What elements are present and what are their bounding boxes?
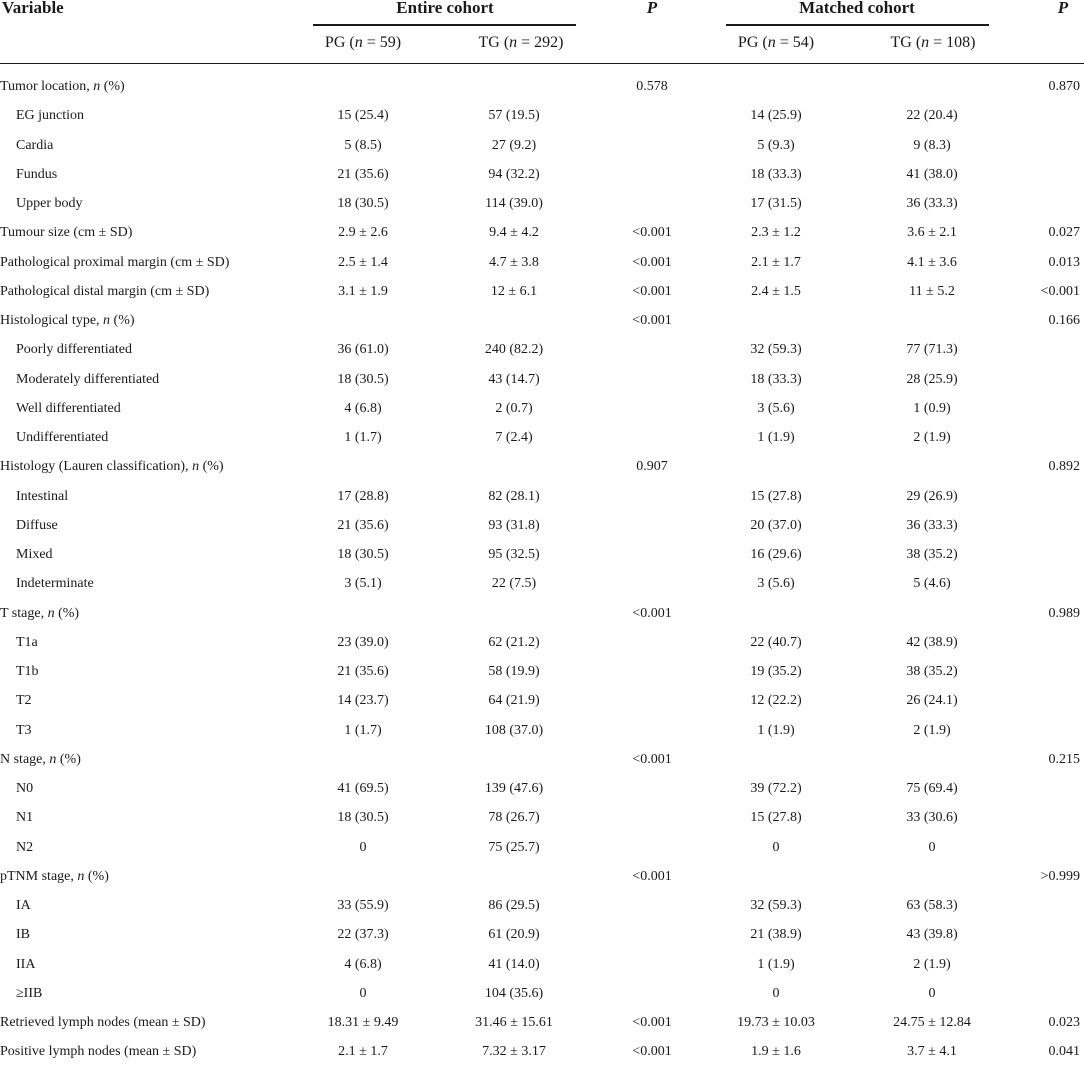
cell-p-matched: >0.999: [1040, 868, 1080, 884]
cell-pg-entire: 4 (6.8): [344, 400, 382, 416]
table-row: [0, 746, 1084, 775]
cell-p-matched: 0.892: [1048, 459, 1080, 475]
table-row: [0, 775, 1084, 804]
cell-pg-matched: 18 (33.3): [750, 166, 802, 182]
table-row: [0, 132, 1084, 161]
cell-tg-matched: 5 (4.6): [913, 576, 951, 592]
cell-pg-matched: 5 (9.3): [757, 137, 795, 153]
header-variable: Variable: [2, 0, 64, 17]
cell-pg-matched: 20 (37.0): [750, 517, 802, 533]
table-row: [0, 600, 1084, 629]
cell-tg-matched: 77 (71.3): [906, 342, 958, 358]
cell-p-entire: <0.001: [632, 1044, 672, 1060]
cell-pg-entire: 21 (35.6): [337, 517, 389, 533]
table-row: [0, 219, 1084, 248]
cell-pg-matched: 2.4 ± 1.5: [751, 283, 801, 299]
cell-pg-entire: 14 (23.7): [337, 693, 389, 709]
cell-pg-matched: 21 (38.9): [750, 927, 802, 943]
row-label: Poorly differentiated: [16, 342, 132, 358]
cell-pg-entire: 4 (6.8): [344, 956, 382, 972]
row-label: N2: [16, 839, 34, 855]
cell-tg-entire: 27 (9.2): [491, 137, 537, 153]
row-label: T1a: [16, 634, 38, 650]
table-row: [0, 307, 1084, 336]
cell-tg-matched: 3.6 ± 2.1: [907, 225, 957, 241]
cell-pg-matched: 2.3 ± 1.2: [751, 225, 801, 241]
row-label: Histology (Lauren classification), n (%): [0, 459, 224, 475]
row-label: Diffuse: [16, 517, 58, 533]
cell-pg-matched: 17 (31.5): [750, 196, 802, 211]
cell-tg-matched: 11 ± 5.2: [909, 283, 955, 299]
cell-p-entire: <0.001: [632, 1015, 672, 1030]
row-label: Cardia: [16, 137, 54, 153]
cell-tg-matched: 36 (33.3): [906, 517, 958, 533]
row-label: Undifferentiated: [16, 430, 109, 445]
row-label: Upper body: [16, 196, 83, 211]
table-row: [0, 453, 1084, 482]
table-row: [0, 804, 1084, 833]
cell-tg-matched: 38 (35.2): [906, 664, 958, 679]
table-row: [0, 717, 1084, 746]
cell-pg-matched: 15 (27.8): [750, 488, 802, 504]
table-row: [0, 366, 1084, 395]
cell-tg-entire: 4.7 ± 3.8: [489, 254, 539, 270]
row-label: IA: [16, 898, 31, 913]
table-row: [0, 629, 1084, 658]
cell-tg-entire: 9.4 ± 4.2: [489, 225, 539, 241]
cell-pg-entire: 18 (30.5): [337, 371, 389, 387]
cell-tg-entire: 57 (19.5): [488, 108, 540, 124]
cell-tg-matched: 43 (39.8): [906, 927, 958, 943]
table-row: [0, 249, 1084, 278]
cell-pg-matched: 19.73 ± 10.03: [737, 1015, 815, 1030]
cell-tg-matched: 2 (1.9): [913, 722, 951, 738]
row-label: EG junction: [16, 108, 85, 124]
cell-tg-matched: 33 (30.6): [906, 810, 958, 826]
cell-pg-matched: 16 (29.6): [750, 547, 802, 562]
row-label: T2: [16, 693, 32, 709]
table-row: [0, 541, 1084, 570]
table-row: [0, 980, 1084, 1009]
cell-p-matched: 0.989: [1048, 605, 1080, 621]
cell-pg-matched: 32 (59.3): [750, 898, 802, 913]
cell-tg-matched: 36 (33.3): [906, 196, 958, 211]
cell-tg-entire: 43 (14.7): [488, 371, 540, 387]
cell-pg-entire: 22 (37.3): [337, 927, 389, 943]
cell-tg-entire: 104 (35.6): [484, 985, 544, 1001]
cell-tg-entire: 31.46 ± 15.61: [475, 1015, 553, 1030]
row-label: N stage, n (%): [0, 751, 81, 767]
table-row: [0, 687, 1084, 716]
cell-tg-entire: 82 (28.1): [488, 488, 540, 504]
cell-tg-entire: 12 ± 6.1: [490, 283, 538, 299]
cell-p-matched: 0.870: [1048, 79, 1080, 94]
header-tg-entire: TG (n = 292): [478, 34, 564, 51]
table-row: [0, 921, 1084, 950]
cell-pg-entire: 0: [359, 985, 367, 1001]
table-row: [0, 190, 1084, 219]
cell-tg-matched: 42 (38.9): [906, 634, 958, 650]
table-row: [0, 658, 1084, 687]
cell-pg-entire: 5 (8.5): [344, 137, 382, 153]
cell-tg-matched: 29 (26.9): [906, 488, 958, 504]
cell-tg-matched: 0: [928, 985, 936, 1001]
cell-pg-entire: 41 (69.5): [337, 781, 389, 796]
cell-pg-entire: 3 (5.1): [344, 576, 382, 592]
cell-tg-matched: 28 (25.9): [906, 371, 958, 387]
table-row: [0, 1009, 1084, 1038]
cell-pg-entire: 0: [359, 839, 367, 855]
cell-p-entire: <0.001: [632, 751, 672, 767]
table-row: [0, 102, 1084, 131]
cell-p-entire: 0.907: [636, 459, 668, 475]
cell-pg-entire: 18.31 ± 9.49: [327, 1015, 399, 1030]
cell-tg-entire: 139 (47.6): [484, 781, 544, 796]
matched-cohort-underline: [726, 24, 989, 26]
cell-pg-matched: 39 (72.2): [750, 781, 802, 796]
table-row: [0, 278, 1084, 307]
header-matched-cohort: Matched cohort: [799, 0, 915, 17]
table-row: [0, 395, 1084, 424]
cell-pg-matched: 0: [772, 839, 780, 855]
cell-pg-matched: 3 (5.6): [757, 400, 795, 416]
table-row: [0, 951, 1084, 980]
header-tg-matched: TG (n = 108): [890, 34, 976, 51]
cell-tg-matched: 1 (0.9): [913, 400, 951, 416]
row-label: IB: [16, 927, 30, 943]
cell-pg-matched: 18 (33.3): [750, 371, 802, 387]
header-pg-entire: PG (n = 59): [324, 34, 402, 51]
cell-p-entire: <0.001: [632, 283, 672, 299]
cell-tg-matched: 22 (20.4): [906, 108, 958, 124]
cell-p-matched: <0.001: [1040, 283, 1080, 299]
cell-tg-matched: 24.75 ± 12.84: [893, 1015, 971, 1030]
cell-tg-matched: 3.7 ± 4.1: [907, 1044, 957, 1060]
cell-tg-entire: 7 (2.4): [495, 430, 533, 445]
row-label: Positive lymph nodes (mean ± SD): [0, 1044, 197, 1060]
cell-tg-entire: 2 (0.7): [495, 400, 533, 416]
cell-tg-matched: 38 (35.2): [906, 547, 958, 562]
cell-pg-matched: 19 (35.2): [750, 664, 802, 679]
cell-pg-matched: 1 (1.9): [757, 956, 795, 972]
cell-pg-matched: 12 (22.2): [750, 693, 802, 709]
row-label: T stage, n (%): [0, 605, 80, 621]
row-label: Intestinal: [16, 488, 69, 504]
row-label: T1b: [16, 664, 39, 679]
row-label: T3: [16, 722, 32, 738]
cell-pg-entire: 15 (25.4): [337, 108, 389, 124]
table-row: [0, 424, 1084, 453]
cell-pg-entire: 21 (35.6): [337, 664, 389, 679]
row-label: Tumor location, n (%): [0, 79, 125, 94]
row-label: Well differentiated: [16, 400, 121, 416]
cell-tg-entire: 95 (32.5): [488, 547, 540, 562]
cell-tg-matched: 41 (38.0): [906, 166, 958, 182]
row-label: Indeterminate: [16, 576, 94, 592]
table-row: [0, 834, 1084, 863]
cell-tg-matched: 26 (24.1): [906, 693, 958, 709]
cell-tg-entire: 240 (82.2): [484, 342, 544, 358]
cell-pg-matched: 1.9 ± 1.6: [751, 1044, 801, 1060]
cell-pg-matched: 2.1 ± 1.7: [751, 254, 801, 270]
cell-p-entire: <0.001: [632, 313, 672, 328]
cell-tg-entire: 75 (25.7): [488, 839, 540, 855]
row-label: Moderately differentiated: [16, 371, 160, 387]
cell-pg-matched: 3 (5.6): [757, 576, 795, 592]
cell-tg-matched: 75 (69.4): [906, 781, 958, 796]
cell-tg-entire: 114 (39.0): [485, 196, 543, 211]
cell-pg-entire: 2.9 ± 2.6: [338, 225, 388, 241]
table-header-row-2: [0, 29, 1084, 57]
table-row: [0, 892, 1084, 921]
table-row: [0, 863, 1084, 892]
header-p-entire: P: [646, 0, 658, 17]
table-row: [0, 483, 1084, 512]
cell-p-entire: <0.001: [632, 605, 672, 621]
table-row: [0, 570, 1084, 599]
cell-pg-matched: 22 (40.7): [750, 634, 802, 650]
table-row: [0, 512, 1084, 541]
cell-tg-entire: 62 (21.2): [488, 634, 540, 650]
cell-p-entire: 0.578: [636, 79, 668, 94]
cell-p-entire: <0.001: [632, 868, 672, 884]
cell-pg-entire: 33 (55.9): [337, 898, 389, 913]
table-row: [0, 73, 1084, 102]
row-label: N1: [16, 810, 34, 826]
cell-pg-entire: 2.5 ± 1.4: [338, 254, 388, 270]
cell-pg-entire: 18 (30.5): [337, 196, 389, 211]
row-label: pTNM stage, n (%): [0, 868, 109, 884]
table-row: [0, 1038, 1084, 1067]
cell-tg-entire: 86 (29.5): [488, 898, 540, 913]
cell-tg-entire: 22 (7.5): [491, 576, 537, 592]
cell-pg-entire: 21 (35.6): [337, 166, 389, 182]
cell-pg-entire: 1 (1.7): [344, 722, 382, 738]
cell-tg-entire: 7.32 ± 3.17: [482, 1044, 546, 1060]
cell-tg-entire: 61 (20.9): [488, 927, 540, 943]
cell-tg-entire: 93 (31.8): [488, 517, 540, 533]
cell-tg-matched: 4.1 ± 3.6: [907, 254, 957, 270]
cell-pg-matched: 14 (25.9): [750, 108, 802, 124]
table-row: [0, 336, 1084, 365]
cell-p-matched: 0.013: [1048, 254, 1080, 270]
entire-cohort-underline: [313, 24, 576, 26]
cell-pg-matched: 1 (1.9): [757, 722, 795, 738]
cell-pg-entire: 18 (30.5): [337, 547, 389, 562]
cell-p-matched: 0.027: [1048, 225, 1080, 241]
cell-pg-matched: 1 (1.9): [757, 430, 795, 445]
cell-tg-matched: 0: [928, 839, 936, 855]
cell-tg-matched: 2 (1.9): [913, 430, 951, 445]
cell-tg-entire: 108 (37.0): [484, 722, 544, 738]
header-entire-cohort: Entire cohort: [396, 0, 494, 17]
cell-p-entire: <0.001: [632, 225, 672, 241]
cell-pg-entire: 36 (61.0): [337, 342, 389, 358]
cell-p-matched: 0.166: [1048, 313, 1080, 328]
row-label: Pathological proximal margin (cm ± SD): [0, 254, 230, 270]
row-label: Pathological distal margin (cm ± SD): [0, 283, 210, 299]
cell-p-matched: 0.215: [1048, 751, 1080, 767]
row-label: Retrieved lymph nodes (mean ± SD): [0, 1015, 206, 1030]
row-label: N0: [16, 781, 34, 796]
cell-pg-matched: 32 (59.3): [750, 342, 802, 358]
header-bottom-rule: [0, 63, 1084, 64]
row-label: Fundus: [16, 166, 58, 182]
cell-pg-entire: 17 (28.8): [337, 488, 389, 504]
row-label: IIA: [16, 956, 36, 972]
row-label: Histological type, n (%): [0, 313, 135, 328]
header-pg-matched: PG (n = 54): [737, 34, 815, 51]
cell-tg-entire: 78 (26.7): [488, 810, 540, 826]
row-label: Mixed: [16, 547, 53, 562]
cell-tg-entire: 58 (19.9): [488, 664, 540, 679]
cell-pg-entire: 1 (1.7): [344, 430, 382, 445]
cell-p-matched: 0.023: [1048, 1015, 1080, 1030]
cell-p-matched: 0.041: [1048, 1044, 1080, 1060]
cell-pg-entire: 18 (30.5): [337, 810, 389, 826]
cell-tg-matched: 9 (8.3): [913, 137, 951, 153]
cell-pg-entire: 23 (39.0): [337, 634, 389, 650]
row-label: Tumour size (cm ± SD): [0, 225, 133, 241]
cell-p-entire: <0.001: [632, 254, 672, 270]
cell-pg-matched: 15 (27.8): [750, 810, 802, 826]
table-row: [0, 161, 1084, 190]
row-label: ≥IIB: [16, 985, 43, 1001]
cell-pg-entire: 2.1 ± 1.7: [338, 1044, 388, 1060]
cell-tg-entire: 94 (32.2): [488, 166, 540, 182]
cell-tg-matched: 63 (58.3): [906, 898, 958, 913]
cell-pg-matched: 0: [772, 985, 780, 1001]
cell-tg-entire: 41 (14.0): [488, 956, 540, 972]
cell-tg-entire: 64 (21.9): [488, 693, 540, 709]
cell-pg-entire: 3.1 ± 1.9: [338, 283, 388, 299]
cell-tg-matched: 2 (1.9): [913, 956, 951, 972]
header-p-matched: P: [1057, 0, 1069, 17]
